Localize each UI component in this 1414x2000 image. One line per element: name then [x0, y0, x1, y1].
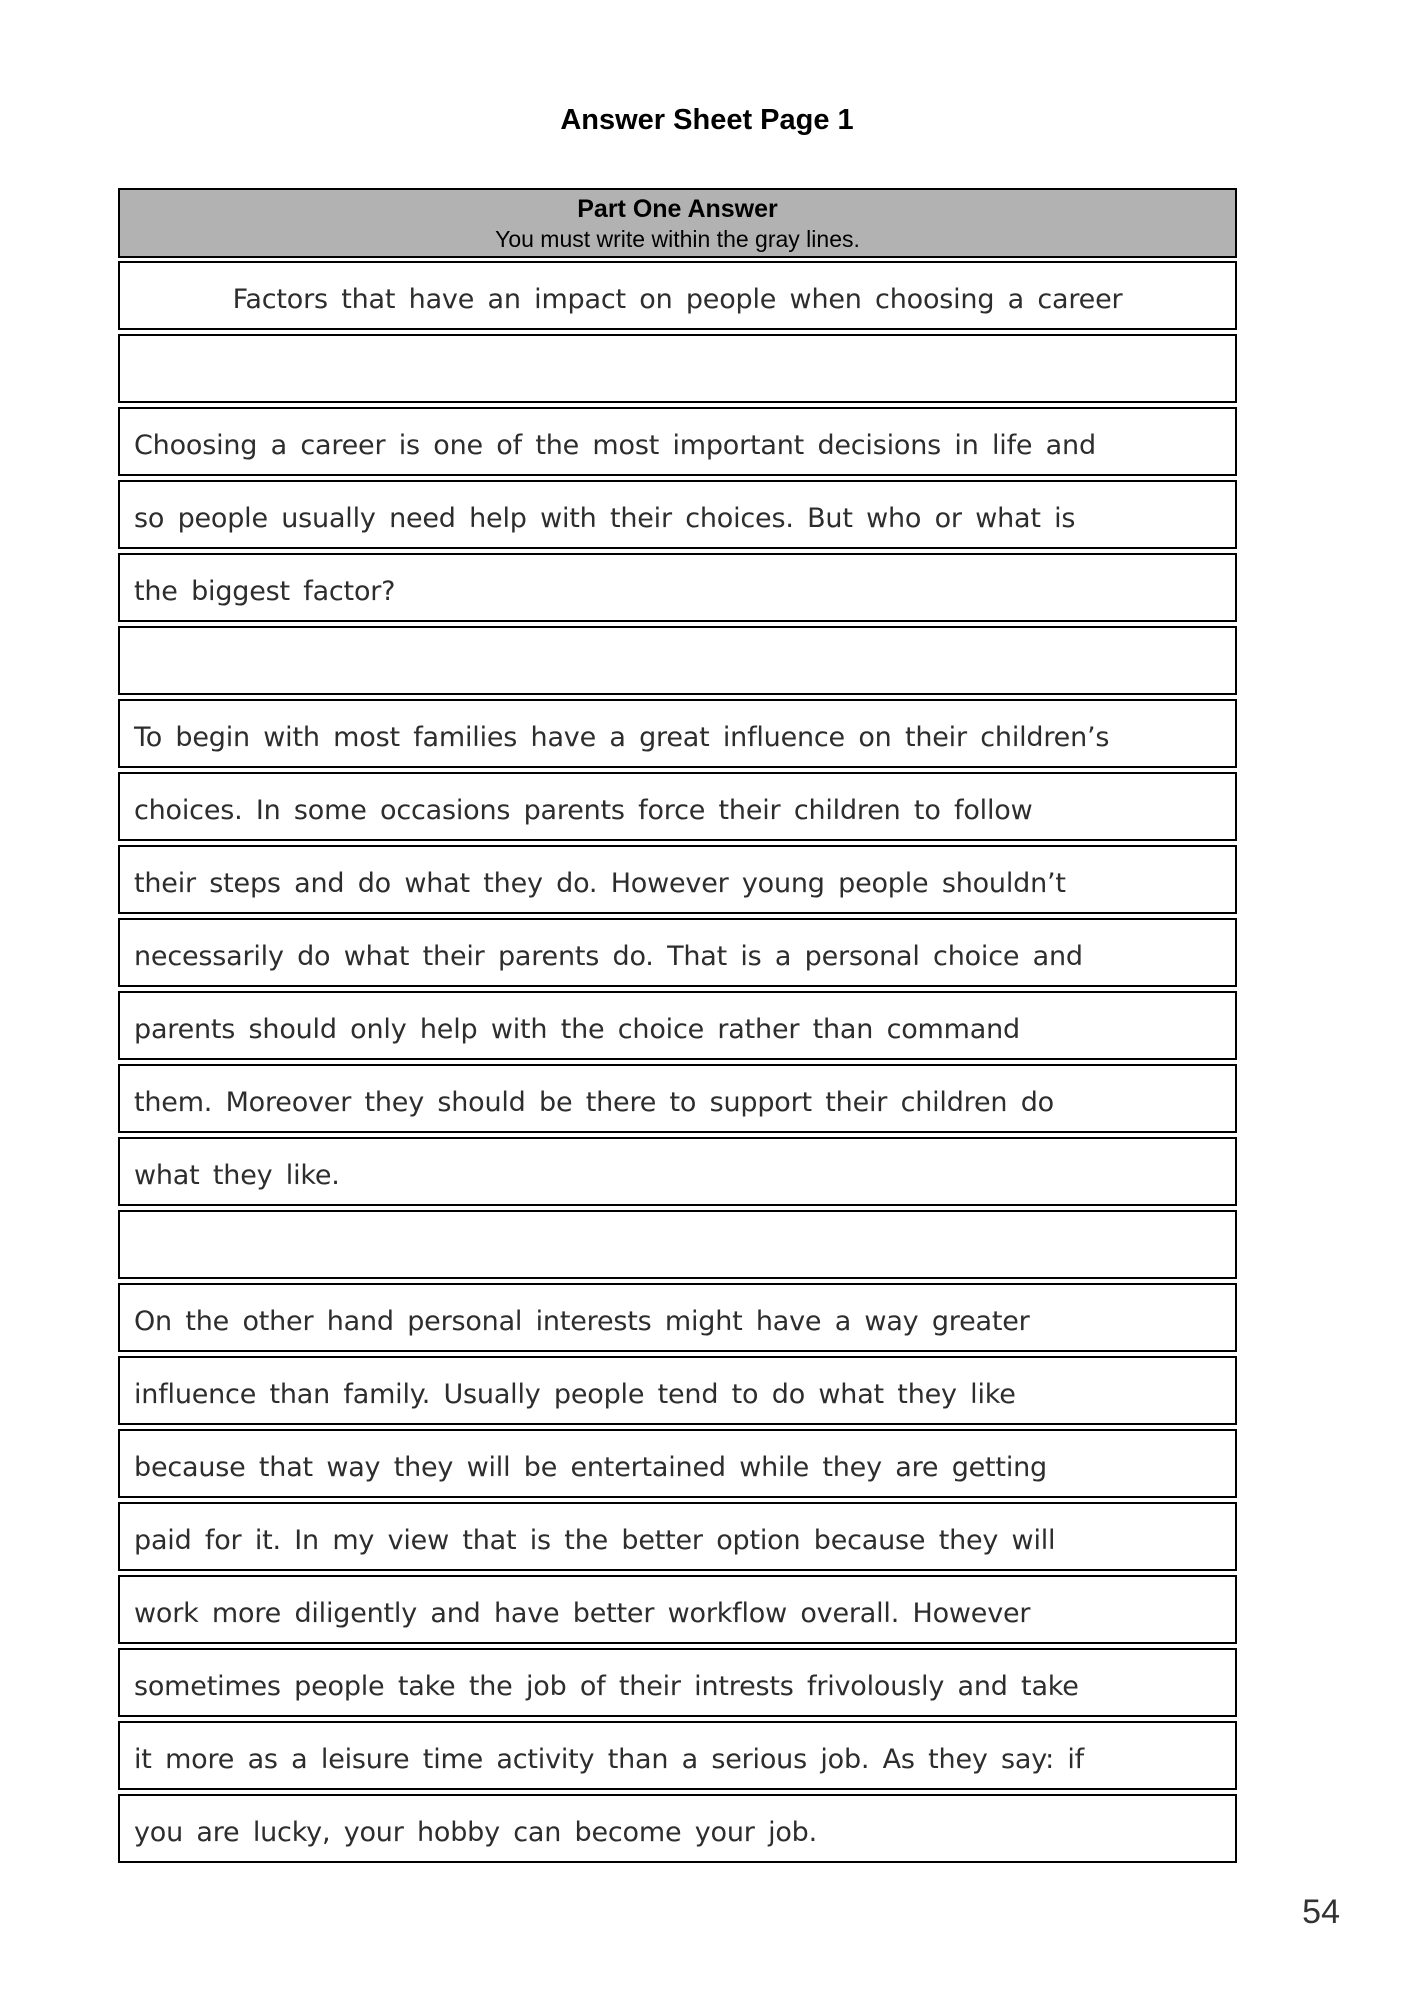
- answer-line: [118, 1210, 1237, 1279]
- page-number: 54: [1302, 1893, 1340, 1931]
- answer-line-text: To begin with most families have a great influence on their children’s: [134, 722, 1110, 753]
- answer-line-text: parents should only help with the choice rather than command: [134, 1014, 1020, 1045]
- answer-line-text: what they like.: [134, 1160, 340, 1191]
- answer-line: [118, 1356, 1237, 1425]
- answer-line-text: Choosing a career is one of the most important decisions in life and: [134, 430, 1096, 461]
- answer-line: [118, 1648, 1237, 1717]
- answer-line-text: influence than family. Usually people tend to do what they like: [134, 1379, 1016, 1410]
- answer-line-text: their steps and do what they do. However young people shouldn’t: [134, 868, 1066, 899]
- instruction-text: You must write within the gray lines.: [495, 226, 860, 252]
- answer-line: [118, 334, 1237, 403]
- answer-line: [118, 918, 1237, 987]
- answer-line: [118, 1137, 1237, 1206]
- answer-line-text: the biggest factor?: [134, 576, 396, 607]
- part-title: Part One Answer: [577, 195, 778, 223]
- answer-line: [118, 1575, 1237, 1644]
- answer-line-text: choices. In some occasions parents force their children to follow: [134, 795, 1033, 826]
- answer-line-text: so people usually need help with their choices. But who or what is: [134, 503, 1076, 534]
- answer-line: [118, 699, 1237, 768]
- answer-line: [118, 1502, 1237, 1571]
- answer-line-text: paid for it. In my view that is the better option because they will: [134, 1525, 1056, 1556]
- answer-line: [118, 991, 1237, 1060]
- answer-line: [118, 1283, 1237, 1352]
- answer-line-text: because that way they will be entertained while they are getting: [134, 1452, 1047, 1483]
- answer-line: [118, 1064, 1237, 1133]
- answer-line: [118, 1721, 1237, 1790]
- answer-line: [118, 1794, 1237, 1863]
- answer-line-text: sometimes people take the job of their intrests frivolously and take: [134, 1671, 1079, 1702]
- answer-line-text: it more as a leisure time activity than a serious job. As they say: if: [134, 1744, 1084, 1775]
- answer-line: [118, 553, 1237, 622]
- answer-line: [118, 772, 1237, 841]
- answer-line: [118, 261, 1237, 330]
- answer-line: [118, 480, 1237, 549]
- answer-line: [118, 845, 1237, 914]
- answer-line: [118, 1429, 1237, 1498]
- sheet-header: [118, 188, 1237, 258]
- answer-line: [118, 626, 1237, 695]
- page-title: Answer Sheet Page 1: [560, 104, 854, 136]
- answer-sheet: [118, 188, 1237, 1867]
- answer-line-text: you are lucky, your hobby can become your job.: [134, 1817, 818, 1848]
- answer-line-text: Factors that have an impact on people when choosing a career: [232, 284, 1123, 315]
- answer-line-text: work more diligently and have better workflow overall. However: [134, 1598, 1031, 1629]
- answer-line: [118, 407, 1237, 476]
- answer-line-text: On the other hand personal interests might have a way greater: [134, 1306, 1030, 1337]
- answer-line-text: them. Moreover they should be there to support their children do: [134, 1087, 1054, 1118]
- answer-line-text: necessarily do what their parents do. That is a personal choice and: [134, 941, 1083, 972]
